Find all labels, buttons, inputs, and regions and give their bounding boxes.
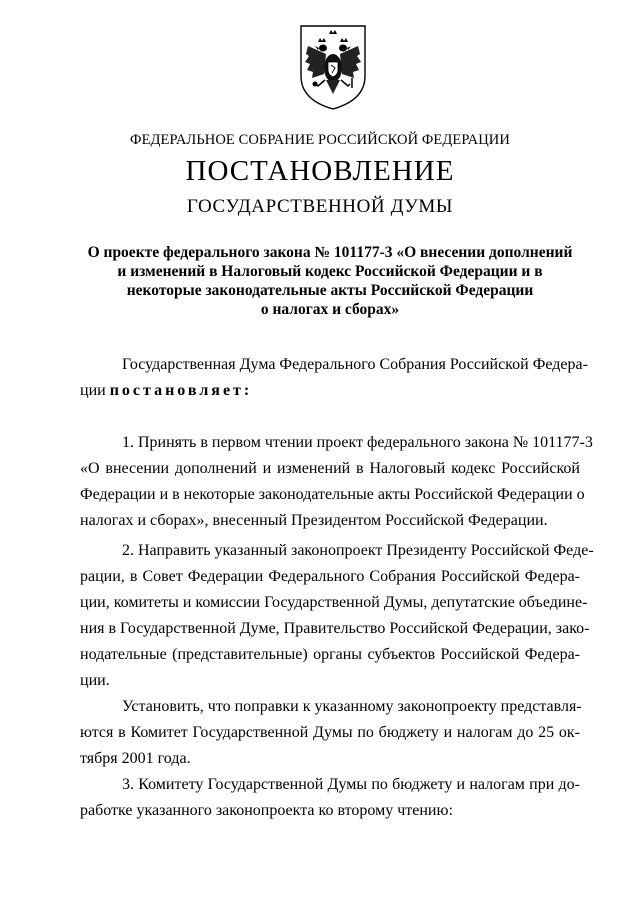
resolves-keyword: постановляет: xyxy=(109,382,253,399)
paragraph-line: тября 2001 года. xyxy=(80,750,191,767)
paragraph-line: Установить, что поправки к указанному законопроекту представля- xyxy=(122,698,582,715)
paragraph-line: 1. Принять в первом чтении проект федерального закона № 101177-3 xyxy=(122,434,593,451)
paragraph-item-2 xyxy=(80,538,594,694)
russian-coat-of-arms-icon xyxy=(296,22,370,112)
paragraph-line xyxy=(80,378,580,404)
paragraph-line: Государственная Дума Федерального Собрания Российской Федера- xyxy=(122,356,588,373)
paragraph-line: ции, комитеты и комиссии Государственной Думы, депутатские объедине- xyxy=(80,594,588,611)
paragraph-line: 3. Комитету Государственной Думы по бюджету и налогам при до- xyxy=(122,776,580,793)
amendments-paragraph xyxy=(80,694,580,772)
paragraph-line: ются в Комитет Государственной Думы по бюджету и налогам до 25 ок- xyxy=(80,724,580,741)
heading-line: некоторые законодательные акты Российской Федерации xyxy=(126,282,534,299)
paragraph-line: ции. xyxy=(80,672,110,689)
preamble-paragraph xyxy=(80,352,588,404)
heading-line: о налогах и сборах» xyxy=(260,301,400,318)
organization-name: ФЕДЕРАЛЬНОЕ СОБРАНИЕ РОССИЙСКОЙ ФЕДЕРАЦИИ xyxy=(130,132,510,148)
paragraph-item-1 xyxy=(80,430,593,534)
document-subtitle: ГОСУДАРСТВЕННОЙ ДУМЫ xyxy=(186,196,454,217)
paragraph-line: рации, в Совет Федерации Федерального Собрания Российской Федера- xyxy=(80,568,580,585)
preamble-prefix: ции xyxy=(80,382,106,399)
heading-line: и изменений в Налоговый кодекс Российской Федерации и в xyxy=(117,263,543,280)
paragraph-line: 2. Направить указанный законопроект Президенту Российской Феде- xyxy=(122,542,594,559)
heading-line: О проекте федерального закона № 101177-3 «О внесении дополнений xyxy=(87,244,573,261)
resolution-heading xyxy=(80,243,580,319)
paragraph-item-3 xyxy=(80,772,580,824)
paragraph-line: работке указанного законопроекта ко второму чтению: xyxy=(80,802,453,819)
paragraph-line: «О внесении дополнений и изменений в Налоговый кодекс Российской xyxy=(80,460,580,477)
paragraph-line: нодательные (представительные) органы субъектов Российской Федера- xyxy=(80,646,580,663)
paragraph-line: налогах и сборах», внесенный Президентом Российской Федерации. xyxy=(80,512,548,529)
paragraph-line: ния в Государственной Думе, Правительство Российской Федерации, зако- xyxy=(80,620,590,637)
document-title: ПОСТАНОВЛЕНИЕ xyxy=(185,155,455,187)
paragraph-line: Федерации и в некоторые законодательные акты Российской Федерации о xyxy=(80,486,585,503)
